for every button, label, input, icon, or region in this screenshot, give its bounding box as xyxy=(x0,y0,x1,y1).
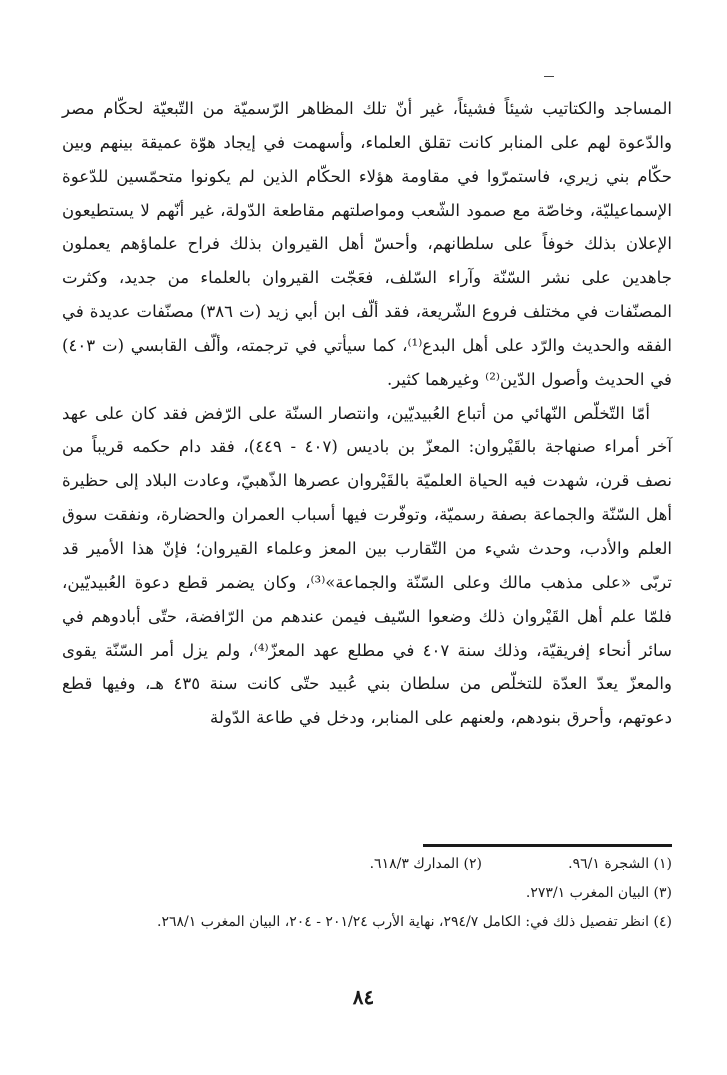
footnote-4: (٤) انظر تفصيل ذلك في: الكامل ٢٩٤/٧، نهاية الأرب ٢٠١/٢٤ - ٢٠٤، البيان المغرب ٢٦٨/١. xyxy=(157,914,672,930)
footnote-1: (١) الشجرة ٩٦/١. xyxy=(568,856,672,872)
paragraph-1: المساجد والكتاتيب شيئاً فشيئاً، غير أنّ تلك المظاهر الرّسميّة من التّبعيّة لحكّام مصر والدّعوة لهم على المنابر كانت تقلق العلماء، وأسهمت في إيجاد هوّة عميقة بينهم وبين حكّام بني زيري، فاستمرّوا في مقاومة هؤلاء الحكّام الذين لم يكونوا متحمّسين للدّعوة الإسماعيليّة، وخاصّة مع صمود الشّعب ومواصلتهم مقاطعة الدّولة، غير أنّهم لا يستطيعون الإعلان بذلك خوفاً على سلطانهم، وأحسّ أهل القيروان بذلك فراح علماؤهم يعملون جاهدين على نشر السّنّة وآراء السّلف، فعَجّت القيروان بالعلماء من جديد، وكثرت المصنّفات في مختلف فروع الشّريعة، فقد ألّف ابن أبي زيد (ت ٣٨٦) مصنّفات عديدة في الفقه والحديث والرّد على أهل البدع⁽¹⁾، كما سيأتي في ترجمته، وألّف القابسي (ت ٤٠٣) في الحديث وأصول الدّين⁽²⁾ وغيرهما كثير. xyxy=(62,99,672,389)
main-text xyxy=(62,92,672,735)
footnotes xyxy=(62,850,672,937)
footnote-2: (٢) المدارك ٦١٨/٣. xyxy=(369,856,482,872)
footnote-row xyxy=(62,850,672,879)
paragraph-2: أمّا التّخلّص النّهائي من أتباع العُبيديّين، وانتصار السنّة على الرّفض فقد كان على عهد آخر أمراء صنهاجة بالقَيْروان: المعزّ بن باديس (٤٠٧ - ٤٤٩)، فقد دام حكمه قريباً من نصف قرن، شهدت فيه الحياة العلميّة بالقَيْروان عصرها الذّهبيّ، وعادت البلاد إلى حظيرة أهل السّنّة والجماعة بصفة رسميّة، وتوفّرت فيها أسباب العمران والحضارة، ونفقت سوق العلم والأدب، وحدث شيء من التّقارب بين المعز وعلماء القيروان؛ فإنّ هذا الأمير قد تربّى «على مذهب مالك وعلى السّنّة والجماعة»⁽³⁾، وكان يضمر قطع دعوة العُبيديّين، فلمّا علم أهل القَيْروان ذلك وضعوا السّيف فيمن عندهم من الرّافضة، حتّى أبادوهم في سائر أنحاء إفريقيّة، وذلك سنة ٤٠٧ في مطلع عهد المعزّ⁽⁴⁾، ولم يزل أمر السّنّة يقوى والمعزّ يعدّ العدّة للتخلّص من سلطان بني عُبيد حتّى كانت سنة ٤٣٥ هـ، وفيها قطع دعوتهم، وأحرق بنودهم، ولعنهم على المنابر، ودخل في طاعة الدّولة xyxy=(62,403,673,728)
page-number: ٨٤ xyxy=(352,985,375,1009)
top-mark xyxy=(544,76,554,77)
footnote-3: (٣) البيان المغرب ٢٧٣/١. xyxy=(525,885,672,901)
footnote-divider xyxy=(423,844,672,847)
